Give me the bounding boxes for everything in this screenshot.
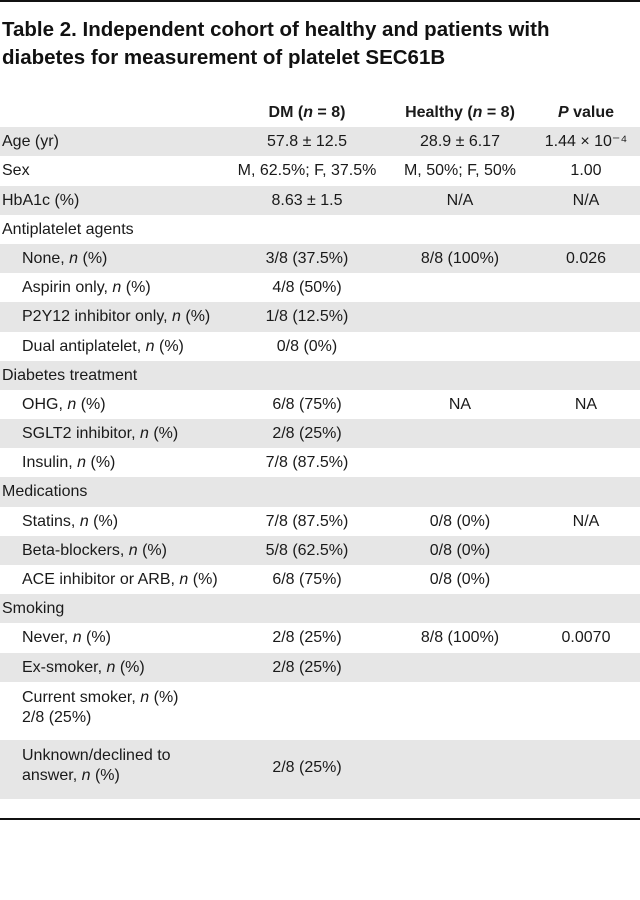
- bottom-rule: [0, 818, 640, 820]
- table-row: [0, 361, 640, 390]
- cell-healthy: 0/8 (0%): [429, 571, 491, 588]
- cell-p-value: N/A: [572, 191, 600, 209]
- cell-dm: 57.8 ± 12.5: [267, 133, 347, 151]
- table-row: [0, 156, 640, 185]
- table-row: [0, 273, 640, 302]
- header-dm: DM (n = 8): [268, 104, 346, 121]
- cell-healthy: 8/8 (100%): [420, 249, 500, 267]
- row-label: Sex: [2, 162, 30, 180]
- cell-dm: 5/8 (62.5%): [265, 541, 349, 559]
- table-row: [0, 477, 640, 506]
- table-row: [0, 127, 640, 156]
- cell-healthy: N/A: [446, 191, 474, 209]
- cell-healthy: 0/8 (0%): [429, 541, 491, 559]
- cell-healthy: 8/8 (100%): [420, 629, 500, 647]
- cell-dm: 2/8 (25%): [272, 629, 342, 647]
- header-p-value: P value: [557, 104, 615, 121]
- cell-dm: 4/8 (50%): [272, 279, 342, 297]
- cell-p-value: 1.44 × 10⁻⁴: [544, 133, 628, 151]
- table-row-current-smoker: [0, 682, 640, 740]
- cell-p-value: 0.026: [565, 249, 607, 267]
- row-label: Statins, n (%): [22, 512, 119, 530]
- cell-dm: 2/8 (25%): [272, 425, 342, 443]
- table-row: [0, 215, 640, 244]
- row-label: ACE inhibitor or ARB, n (%): [22, 571, 218, 588]
- table-row: [0, 623, 640, 652]
- table-header-row: [0, 98, 640, 127]
- table-row: [0, 448, 640, 477]
- cell-p-value: N/A: [572, 512, 600, 530]
- cell-p-value: NA: [574, 395, 598, 413]
- cell-healthy: 0/8 (0%): [429, 512, 491, 530]
- section-label: Diabetes treatment: [2, 366, 138, 384]
- row-label: Age (yr): [2, 133, 59, 151]
- row-label: OHG, n (%): [22, 395, 106, 413]
- table-row: [0, 565, 640, 594]
- cell-dm: 1/8 (12.5%): [265, 308, 349, 326]
- cell-dm: 6/8 (75%): [272, 571, 342, 588]
- table-title: [2, 16, 632, 72]
- cell-dm: 0/8 (0%): [276, 337, 338, 355]
- row-label: Insulin, n (%): [22, 454, 116, 472]
- cell-dm: M, 62.5%; F, 37.5%: [237, 162, 377, 180]
- cell-dm: 7/8 (87.5%): [265, 454, 349, 472]
- row-label: Aspirin only, n (%): [22, 279, 151, 297]
- cell-healthy: 28.9 ± 6.17: [420, 133, 500, 151]
- cell-dm: 7/8 (87.5%): [265, 512, 349, 530]
- section-label: Antiplatelet agents: [2, 220, 134, 238]
- cell-healthy: NA: [448, 395, 472, 413]
- table-row: [0, 244, 640, 273]
- table-row-unknown-declined: [0, 740, 640, 798]
- section-label: Medications: [2, 483, 88, 501]
- row-label: HbA1c (%): [2, 191, 80, 209]
- section-label: Smoking: [2, 600, 65, 618]
- cell-dm: 3/8 (37.5%): [265, 249, 349, 267]
- cell-dm: 6/8 (75%): [272, 395, 342, 413]
- row-label: Current smoker, n (%) 2/8 (25%): [22, 688, 179, 726]
- table-row: [0, 302, 640, 331]
- header-healthy: Healthy (n = 8): [405, 104, 515, 121]
- row-label: Ex-smoker, n (%): [22, 658, 145, 676]
- table-title-text: Table 2. Independent cohort of healthy and patients with diabetes for measurement of platelet SEC61B: [2, 18, 550, 69]
- row-label: Unknown/declined to answer, n (%): [22, 747, 171, 785]
- table-row: [0, 186, 640, 215]
- table-row: [0, 390, 640, 419]
- table-row: [0, 653, 640, 682]
- row-label: Never, n (%): [22, 629, 111, 647]
- cell-p-value: 1.00: [570, 162, 602, 180]
- cell-p-value: 0.0070: [561, 629, 611, 647]
- table-row: [0, 594, 640, 623]
- cell-dm: 2/8 (25%): [272, 759, 342, 777]
- table-row: [0, 536, 640, 565]
- table-row: [0, 419, 640, 448]
- top-rule: [0, 0, 640, 2]
- table-row: [0, 332, 640, 361]
- table-row: [0, 507, 640, 536]
- row-label: Beta-blockers, n (%): [22, 541, 167, 559]
- row-label: None, n (%): [22, 249, 108, 267]
- cell-dm: 8.63 ± 1.5: [271, 191, 343, 209]
- row-label: SGLT2 inhibitor, n (%): [22, 425, 179, 443]
- data-table: [0, 98, 640, 799]
- row-label: Dual antiplatelet, n (%): [22, 337, 184, 355]
- cell-healthy: M, 50%; F, 50%: [403, 162, 517, 180]
- row-label: P2Y12 inhibitor only, n (%): [22, 308, 211, 326]
- cell-dm: 2/8 (25%): [272, 658, 342, 676]
